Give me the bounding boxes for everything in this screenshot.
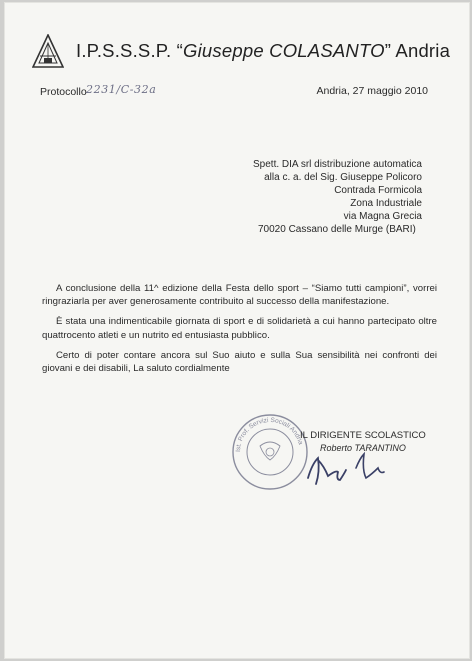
body-paragraph: Certo di poter contare ancora sul Suo aiuto e sulla Sua sensibilità nei confronti dei giovani e dei disabili, La saluto cordialmente <box>42 349 437 375</box>
letter-date: Andria, 27 maggio 2010 <box>316 85 428 97</box>
recipient-line: alla c. a. del Sig. Giuseppe Policoro <box>264 172 422 183</box>
school-suffix: ” Andria <box>384 40 451 61</box>
handwritten-signature-icon <box>300 442 396 492</box>
signatory-name: Roberto TARANTINO <box>320 443 406 453</box>
school-name: Giuseppe COLASANTO <box>183 40 385 61</box>
official-stamp-icon <box>230 412 310 492</box>
signatory-title: IL DIRIGENTE SCOLASTICO <box>300 430 426 441</box>
svg-text:Ist. Prof. Servizi Sociali And: Ist. Prof. Servizi Sociali Andria <box>234 416 304 453</box>
protocol-label: Protocollo <box>40 86 87 98</box>
school-prefix: I.P.S.S.S.P. “ <box>76 40 184 61</box>
recipient-line: Zona Industriale <box>350 198 422 209</box>
letter-page <box>4 2 470 659</box>
recipient-line: Spett. DIA srl distribuzione automatica <box>253 159 422 170</box>
school-name-heading <box>76 40 450 62</box>
recipient-line: via Magna Grecia <box>343 211 422 222</box>
recipient-city: 70020 Cassano delle Murge (BARI) <box>258 224 416 235</box>
protocol-number: 2231/C-32a <box>86 83 157 96</box>
body-paragraph: È stata una indimenticabile giornata di sport e di solidarietà a cui hanno partecipato oltre quattrocento atleti e un nutrito ed entusiasta pubblico. <box>42 316 437 341</box>
recipient-address <box>162 158 422 223</box>
body-paragraph: A conclusione della 11^ edizione della Festa dello sport – “Siamo tutti campioni”, vorrei ringraziarla per aver generosamente contribuito al successo della manifestazione. <box>42 283 437 308</box>
letter-body <box>42 282 437 382</box>
school-logo-icon <box>32 34 64 68</box>
recipient-line: Contrada Formicola <box>334 185 422 196</box>
